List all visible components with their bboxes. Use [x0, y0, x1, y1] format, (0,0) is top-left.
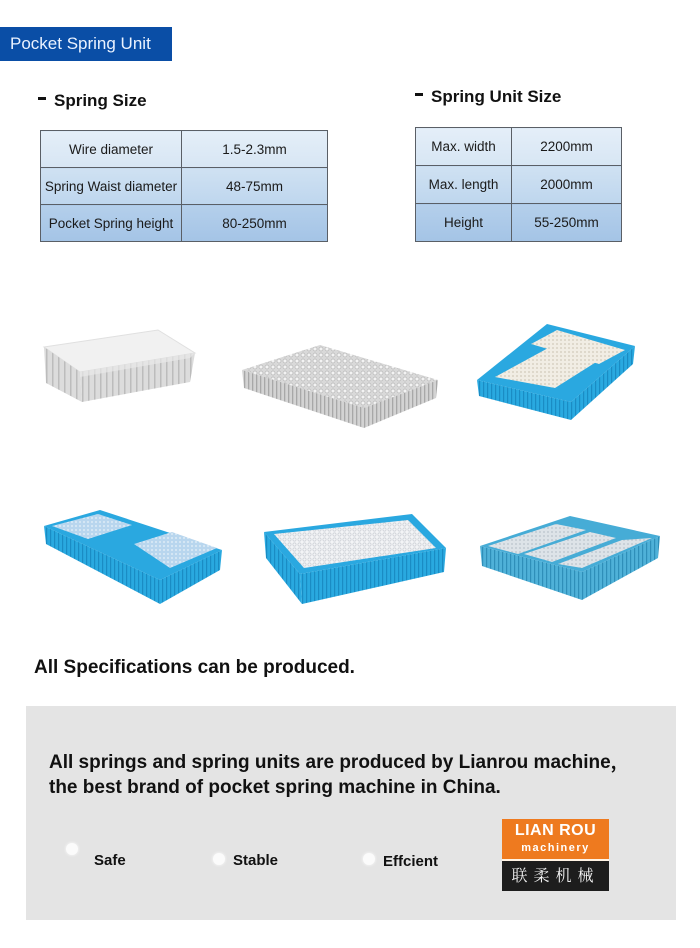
table-row	[416, 128, 622, 166]
feature-safe: Safe	[94, 852, 126, 869]
table-row	[41, 205, 328, 242]
table-value: 55-250mm	[512, 204, 622, 242]
grey-pocket-spring-unit-image	[240, 340, 440, 430]
lianrou-logo	[502, 819, 609, 891]
brand-statement-line-2: the best brand of pocket spring machine in China.	[49, 777, 501, 798]
table-label: Height	[416, 204, 512, 242]
table-label: Max. length	[416, 166, 512, 204]
table-label: Pocket Spring height	[41, 205, 182, 242]
spring-unit-size-heading	[415, 87, 561, 107]
specifications-caption: All Specifications can be produced.	[34, 657, 355, 678]
feature-stable: Stable	[233, 852, 279, 869]
white-fabric-pocket-spring-unit-image	[40, 325, 200, 405]
spring-size-heading	[38, 91, 147, 111]
spring-unit-size-title: Spring Unit Size	[431, 87, 562, 106]
spring-size-table	[40, 130, 328, 242]
table-label: Spring Waist diameter	[41, 168, 182, 205]
table-label: Wire diameter	[41, 131, 182, 168]
blue-two-zone-spring-unit-image	[475, 322, 640, 422]
logo-chinese-name: 联柔机械	[502, 861, 609, 891]
spring-unit-size-table	[415, 127, 622, 242]
table-value: 80-250mm	[182, 205, 328, 242]
logo-orange-block	[502, 819, 609, 861]
table-value: 1.5-2.3mm	[182, 131, 328, 168]
table-value: 2200mm	[512, 128, 622, 166]
table-value: 2000mm	[512, 166, 622, 204]
table-row	[416, 166, 622, 204]
brand-statement-line-1: All springs and spring units are produced by Lianrou machine，	[49, 752, 630, 773]
page-banner: Pocket Spring Unit	[0, 27, 172, 61]
dash-bullet-icon	[38, 97, 46, 100]
table-row	[41, 168, 328, 205]
logo-subtitle: machinery	[521, 842, 590, 854]
blue-border-white-spring-unit-image	[262, 512, 448, 607]
table-value: 48-75mm	[182, 168, 328, 205]
bullet-dot-icon	[66, 843, 78, 855]
feature-efficient: Effcient	[383, 853, 439, 870]
blue-three-zone-narrow-spring-unit-image	[42, 508, 224, 608]
table-row	[41, 131, 328, 168]
logo-brand-name: LIAN ROU	[514, 822, 597, 839]
dash-bullet-icon	[415, 93, 423, 96]
brand-statement	[49, 750, 630, 800]
table-row	[416, 204, 622, 242]
spring-size-title: Spring Size	[54, 91, 147, 110]
blue-striped-zone-spring-unit-image	[478, 514, 663, 604]
table-label: Max. width	[416, 128, 512, 166]
bullet-dot-icon	[363, 853, 375, 865]
bullet-dot-icon	[213, 853, 225, 865]
